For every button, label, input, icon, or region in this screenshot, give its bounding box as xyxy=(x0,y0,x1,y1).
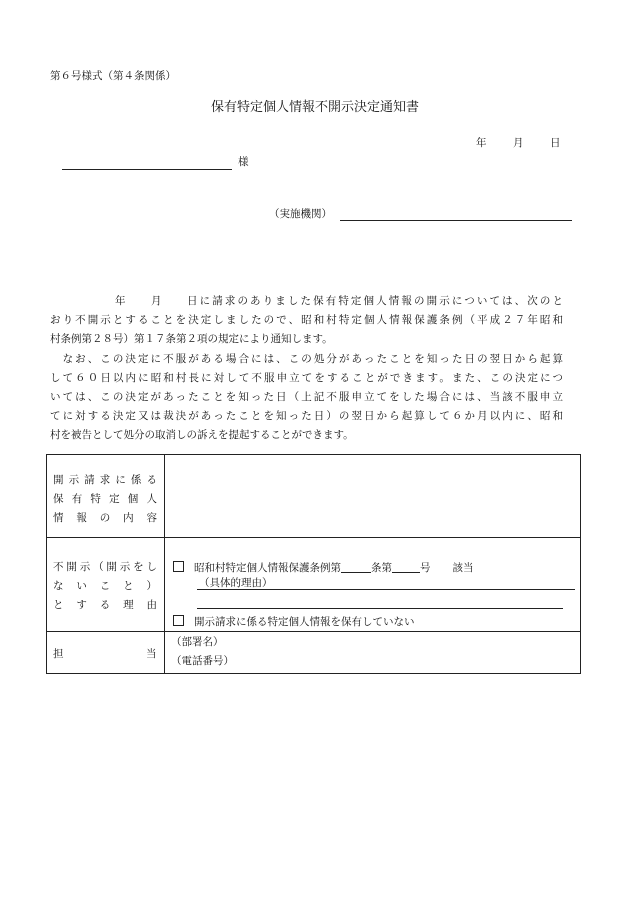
table-row-divider-2 xyxy=(47,631,580,632)
agency-name-line[interactable] xyxy=(340,220,572,221)
table-row-divider-1 xyxy=(47,537,580,538)
row1-label-line-3: 情報の内容 xyxy=(53,512,157,524)
row3-label-left: 担 xyxy=(53,648,64,660)
form-table xyxy=(46,454,581,674)
date-day-label: 日 xyxy=(550,137,561,149)
option-ordinance-clause[interactable] xyxy=(173,561,474,574)
recipient-suffix: 様 xyxy=(238,156,249,168)
document-title: 保有特定個人情報不開示決定通知書 xyxy=(210,100,419,115)
body-line-5: して６０日以内に昭和村長に対して不服申立てをすることができます。また、この決定につ xyxy=(50,372,563,384)
specific-reason-line-1[interactable] xyxy=(197,589,575,590)
row1-label-line-1: 開示請求に係る xyxy=(53,474,157,486)
ordinance-clause-text-mid2: 号 xyxy=(420,562,431,574)
date-month-label: 月 xyxy=(513,137,524,149)
specific-reason-label: （具体的理由） xyxy=(199,577,273,589)
ordinance-clause-text-post: 該当 xyxy=(452,562,474,574)
body-line-6: いては、この決定があったことを知った日（上記不服申立てをした場合には、当該不服申立 xyxy=(50,391,563,403)
table-column-divider xyxy=(164,455,165,673)
article-number-blank[interactable] xyxy=(341,561,371,573)
phone-label: （電話番号） xyxy=(171,655,234,667)
ordinance-clause-checkbox[interactable] xyxy=(173,561,184,572)
body-line-8: 村を被告として処分の取消しの訴えを提起することができます。 xyxy=(50,429,354,441)
body-line-2: おり不開示とすることを決定しましたので、昭和村特定個人情報保護条例（平成２７年昭和 xyxy=(50,314,563,326)
item-number-blank[interactable] xyxy=(392,561,420,573)
requested-info-content-field[interactable] xyxy=(167,457,577,535)
option-not-held[interactable] xyxy=(173,615,415,628)
body-line-1: 日に請求のありました保有特定個人情報の開示については、次のと xyxy=(187,295,563,307)
body-year-label: 年 xyxy=(115,295,126,307)
not-held-text: 開示請求に係る特定個人情報を保有していない xyxy=(194,616,415,628)
ordinance-clause-text-mid1: 条第 xyxy=(371,562,392,574)
department-label: （部署名） xyxy=(171,636,224,648)
row2-label-line-3: とする理由 xyxy=(53,599,157,611)
recipient-name-line[interactable] xyxy=(62,169,232,170)
body-line-3: 村条例第２８号）第１７条第２項の規定により通知します。 xyxy=(50,333,333,345)
body-line-4: なお、この決定に不服がある場合には、この処分があったことを知った日の翌日から起算 xyxy=(50,353,563,365)
ordinance-clause-text-pre: 昭和村特定個人情報保護条例第 xyxy=(194,562,341,574)
body-month-label: 月 xyxy=(151,295,162,307)
not-held-checkbox[interactable] xyxy=(173,615,184,626)
form-number: 第６号様式（第４条関係） xyxy=(50,70,176,82)
specific-reason-line-2[interactable] xyxy=(197,608,563,609)
row2-label-line-1: 不開示（開示をし xyxy=(53,561,157,573)
date-year-label: 年 xyxy=(476,137,487,149)
row3-label-right: 当 xyxy=(146,648,157,660)
agency-label: （実施機関） xyxy=(269,208,332,220)
row1-label-line-2: 保有特定個人 xyxy=(53,493,157,505)
row2-label-line-2: ないこと） xyxy=(53,580,157,592)
body-line-7: てに対する決定又は裁決があったことを知った日）の翌日から起算して６か月以内に、昭和 xyxy=(50,410,563,422)
